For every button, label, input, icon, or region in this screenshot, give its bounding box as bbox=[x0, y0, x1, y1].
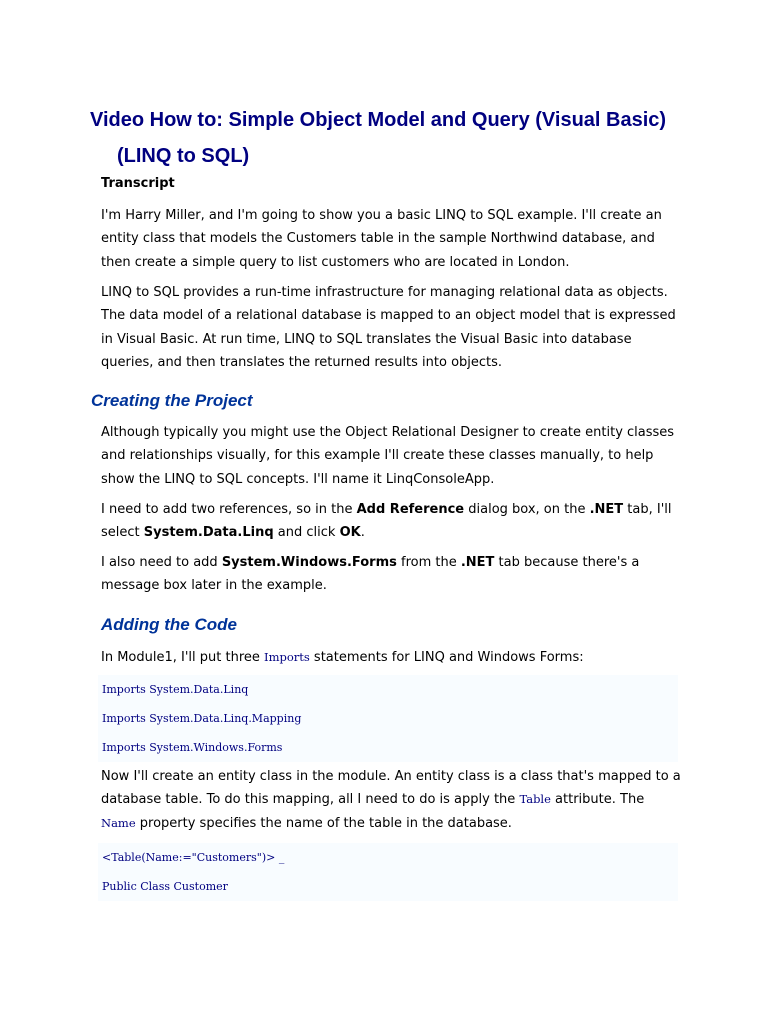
code-line: Imports System.Data.Linq.Mapping bbox=[102, 712, 302, 725]
page-title-line2: (LINQ to SQL) bbox=[117, 145, 250, 167]
text-run: statements for LINQ and Windows Forms: bbox=[309, 650, 584, 665]
creating-project-paragraph-2 bbox=[101, 498, 681, 545]
inline-code-name: Name bbox=[101, 815, 136, 830]
intro-paragraph-1: I'm Harry Miller, and I'm going to show you a basic LINQ to SQL example. I'll create an entity class that models the Customers table in the sample Northwind database, and then create a simple query to list customers who are located in London. bbox=[101, 208, 662, 270]
ui-term-system-data-linq: System.Data.Linq bbox=[143, 525, 274, 541]
code-block-imports bbox=[98, 675, 678, 762]
page-title bbox=[90, 102, 730, 174]
code-line: Imports System.Windows.Forms bbox=[102, 741, 283, 754]
creating-project-paragraph-1: Although typically you might use the Object Relational Designer to create entity classes and relationships visually, for this example I'll create these classes manually, to help show the LINQ to SQL concepts. I'll name it LinqConsoleApp. bbox=[101, 425, 675, 487]
code-line: <Table(Name:="Customers")> _ bbox=[102, 851, 285, 864]
adding-code-paragraph-2 bbox=[101, 765, 681, 835]
ui-term-net: .NET bbox=[460, 555, 495, 570]
page-title-line1: Video How to: Simple Object Model and Query (Visual Basic) bbox=[90, 109, 667, 131]
text-run: and click bbox=[273, 525, 340, 541]
ui-term-ok: OK bbox=[339, 525, 361, 541]
text-run: tab, I'll select bbox=[101, 502, 672, 541]
text-run: attribute. The bbox=[550, 792, 645, 808]
adding-code-paragraph-1 bbox=[101, 646, 681, 669]
code-block-entity-class bbox=[98, 843, 678, 901]
inline-code-table: Table bbox=[519, 792, 551, 807]
text-run: In Module1, I'll put three bbox=[101, 650, 265, 665]
text-run: I also need to add bbox=[101, 555, 222, 570]
text-run: tab because there's a message box later in the example. bbox=[101, 555, 640, 594]
text-run: property specifies the name of the table in the database. bbox=[135, 815, 512, 831]
code-line: Public Class Customer bbox=[102, 880, 228, 893]
text-run: Now I'll create an entity class in the module. An entity class is a class that's mapped to a database table. To do this mapping, all I need to do is apply the bbox=[101, 769, 681, 808]
text-run: dialog box, on the bbox=[464, 502, 590, 517]
intro-paragraph-2: LINQ to SQL provides a run-time infrastructure for managing relational data as objects. The data model of a relational database is mapped to an object model that is expressed in Visual Basic. At run time, LINQ to SQL translates the Visual Basic into database queries, and then translates the returned results into objects. bbox=[101, 285, 676, 370]
inline-code-imports: Imports bbox=[264, 650, 310, 664]
section-heading-adding-code: Adding the Code bbox=[101, 615, 237, 634]
ui-term-net: .NET bbox=[589, 502, 624, 517]
creating-project-paragraph-3 bbox=[101, 551, 681, 598]
code-line: Imports System.Data.Linq bbox=[102, 683, 249, 696]
text-run: . bbox=[360, 525, 365, 541]
section-heading-creating-project: Creating the Project bbox=[91, 391, 253, 410]
text-run: from the bbox=[396, 555, 461, 570]
ui-term-system-windows-forms: System.Windows.Forms bbox=[221, 555, 397, 570]
transcript-label: Transcript bbox=[101, 176, 175, 191]
ui-term-add-reference: Add Reference bbox=[356, 502, 465, 517]
text-run: I need to add two references, so in the bbox=[101, 502, 357, 517]
